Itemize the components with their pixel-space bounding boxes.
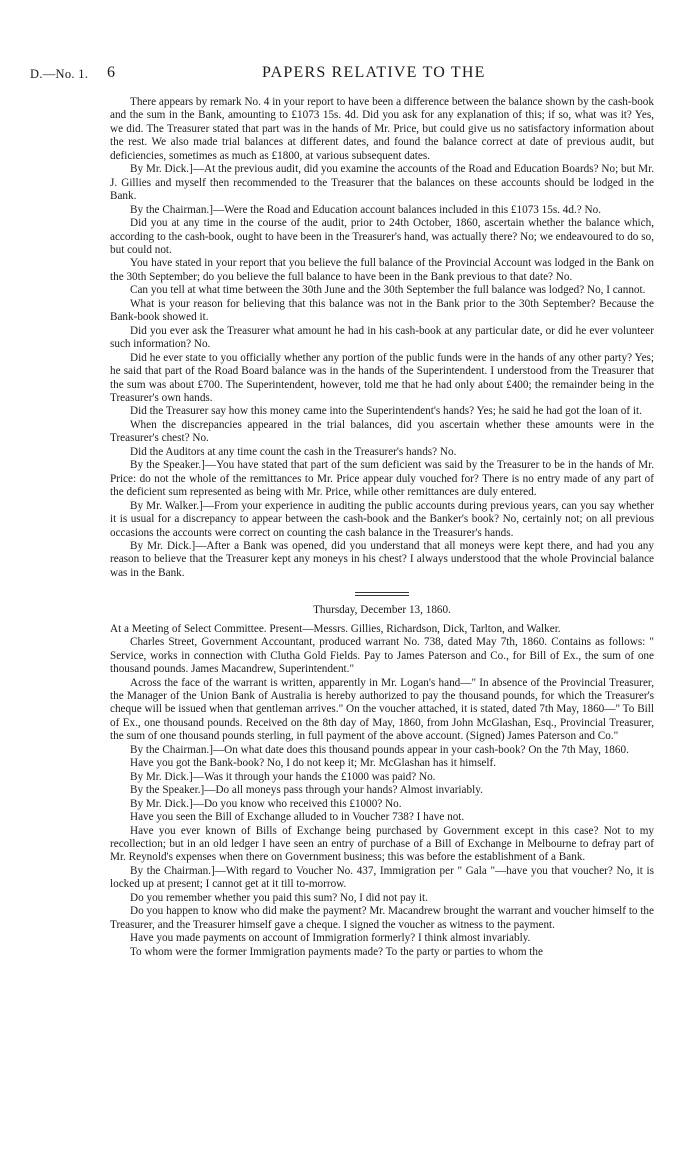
section-divider [355,592,409,596]
paragraph: Do you remember whether you paid this sum? No, I did not pay it. [130,891,428,904]
paragraph: By the Chairman.]—On what date does this thousand pounds appear in your cash-book? On the 7th May, 1860. [130,743,629,756]
paragraph: When the discrepancies appeared in the trial balances, did you ascertain whether these amounts were in the Treasurer's chest? No. [110,418,654,445]
paragraph: Can you tell at what time between the 30th June and the 30th September the full balance was lodged? No, I cannot. [130,284,646,297]
paragraph: Did you ever ask the Treasurer what amount he had in his cash-book at any particular date, or did he ever volunteer such information? No. [110,324,654,351]
paragraph: By Mr. Walker.]—From your experience in auditing the public accounts during previous years, can you say whether it is usual for a discrepancy to appear between the cash-book and the Banker's book? No, certainly not; on all previous occasions the accounts were correct on counting the cash balance in the Treasurer's hands. [110,499,654,539]
paragraph: Do you happen to know who did make the payment? Mr. Macandrew brought the warrant and voucher himself to the Treasurer, and the Treasurer himself gave a cheque. I signed the voucher as witness to the payment. [110,905,654,931]
paragraph: Did the Treasurer say how this money came into the Superintendent's hands? Yes; he said he had got the loan of it. [130,405,642,418]
paragraph: Did he ever state to you officially whether any portion of the public funds were in the hands of any other party? Yes; he said that part of the Road Board balance was in the hands of the Superintendent. I understood from the Treasurer that the sum was about £700. The Superintendent, however, told me that he had only about £400; the remainder being in the Treasurer's own hands. [110,351,654,404]
paragraph: Have you ever known of Bills of Exchange being purchased by Government except in this case? Not to my recollection; but in an old ledger I have seen an entry of purchase of a Bill of Exchange in Melbourne to defray part of Mr. Reynold's expenses when there on Government business; this was before the establishment of a Bank. [110,824,654,864]
running-title: PAPERS RELATIVE TO THE [262,64,486,81]
paragraph: Did the Auditors at any time count the cash in the Treasurer's hands? No. [130,445,457,458]
meeting-attendance: At a Meeting of Select Committee. Present—Messrs. Gillies, Richardson, Dick, Tarlton, and Walker. [110,622,561,635]
page-number: 6 [107,64,115,81]
document-series-label: D.—No. 1. [30,67,89,81]
paragraph: Have you got the Bank-book? No, I do not keep it; Mr. McGlashan has it himself. [130,757,497,770]
paragraph: By the Speaker.]—Do all moneys pass through your hands? Almost invariably. [130,784,483,797]
date-heading: Thursday, December 13, 1860. [313,604,451,617]
text-column [110,96,654,959]
paragraph: Have you seen the Bill of Exchange alluded to in Voucher 738? I have not. [130,811,465,824]
paragraph: You have stated in your report that you believe the full balance of the Provincial Account was lodged in the Bank on the 30th September; do you believe the full balance to have been in the Bank previous to that date? No. [110,257,654,283]
paragraph: By Mr. Dick.]—Was it through your hands the £1000 was paid? No. [130,770,436,783]
paragraph: Have you made payments on account of Immigration formerly? I think almost invariably. [130,932,531,945]
paragraph: Across the face of the warrant is written, apparently in Mr. Logan's hand—" In absence of the Provincial Treasurer, the Manager of the Union Bank of Australia is hereby authorized to pay the thousand pounds, for which the Treasurer's cheque will be issued when that gentleman arrives." On the voucher attached, it is stated, dated 7th May, 1860—" To Bill of Ex., one thousand pounds. Received on the 8th day of May, 1860, from John McGlashan, Esq., Provincial Treasurer, the sum of one thousand pounds sterling, in full payment of the above account. (Signed) James Paterson and Co." [110,676,654,743]
paragraph: There appears by remark No. 4 in your report to have been a difference between the balance shown by the cash-book and the sum in the Bank, amounting to £1073 15s. 4d. Did you ask for any explanation of this; if so, what was it? Yes, we did. The Treasurer stated that part was in the hands of Mr. Price, but could give us no satisfactory information about the rest. We also made trial balances at different dates, and found the balance correct at date of previous audit, but deficiencies, sometimes as much as £1800, at various subsequent dates. [110,96,654,162]
paragraph: By Mr. Dick.]—At the previous audit, did you examine the accounts of the Road and Education Boards? No; but Mr. J. Gillies and myself then recommended to the Treasurer that the balances on these accounts should be lodged in the Bank. [110,163,654,203]
paragraph: Charles Street, Government Accountant, produced warrant No. 738, dated May 7th, 1860. Contains as follows: " Service, works in connection with Clutha Gold Fields. Pay to James Paterson and Co., for Bill of Ex., the sum of one thousand pounds. James Macandrew, Superintendent." [110,636,654,676]
paragraph: By Mr. Dick.]—After a Bank was opened, did you understand that all moneys were kept there, and had you any reason to believe that the Treasurer kept any moneys in his chest? I always understood that the whole Provincial balance was in the Bank. [110,539,654,579]
paragraph: By the Chairman.]—With regard to Voucher No. 437, Immigration per " Gala "—have you that voucher? No, it is locked up at present; I cannot get at it till to-morrow. [110,864,654,891]
paragraph: By the Speaker.]—You have stated that part of the sum deficient was said by the Treasurer to be in the hands of Mr. Price: do not the whole of the remittances to Mr. Price appear duly vouched for? There is no entry made of any part of the deficient sum represented as being with Mr. Price, while other remittances are duly entered. [110,459,654,499]
paragraph: Did you at any time in the course of the audit, prior to 24th October, 1860, ascertain whether the balance which, according to the cash-book, ought to have been in the Treasurer's hand, was actually there? No; we endeavoured to do so, but could not. [110,217,654,256]
paragraph: By Mr. Dick.]—Do you know who received this £1000? No. [130,797,402,810]
paragraph: To whom were the former Immigration payments made? To the party or parties to whom the [130,945,543,958]
paragraph: By the Chairman.]—Were the Road and Education account balances included in this £1073 15s. 4d.? No. [130,203,602,216]
paragraph: What is your reason for believing that this balance was not in the Bank prior to the 30th September? Because the Bank-book showed it. [110,297,654,324]
